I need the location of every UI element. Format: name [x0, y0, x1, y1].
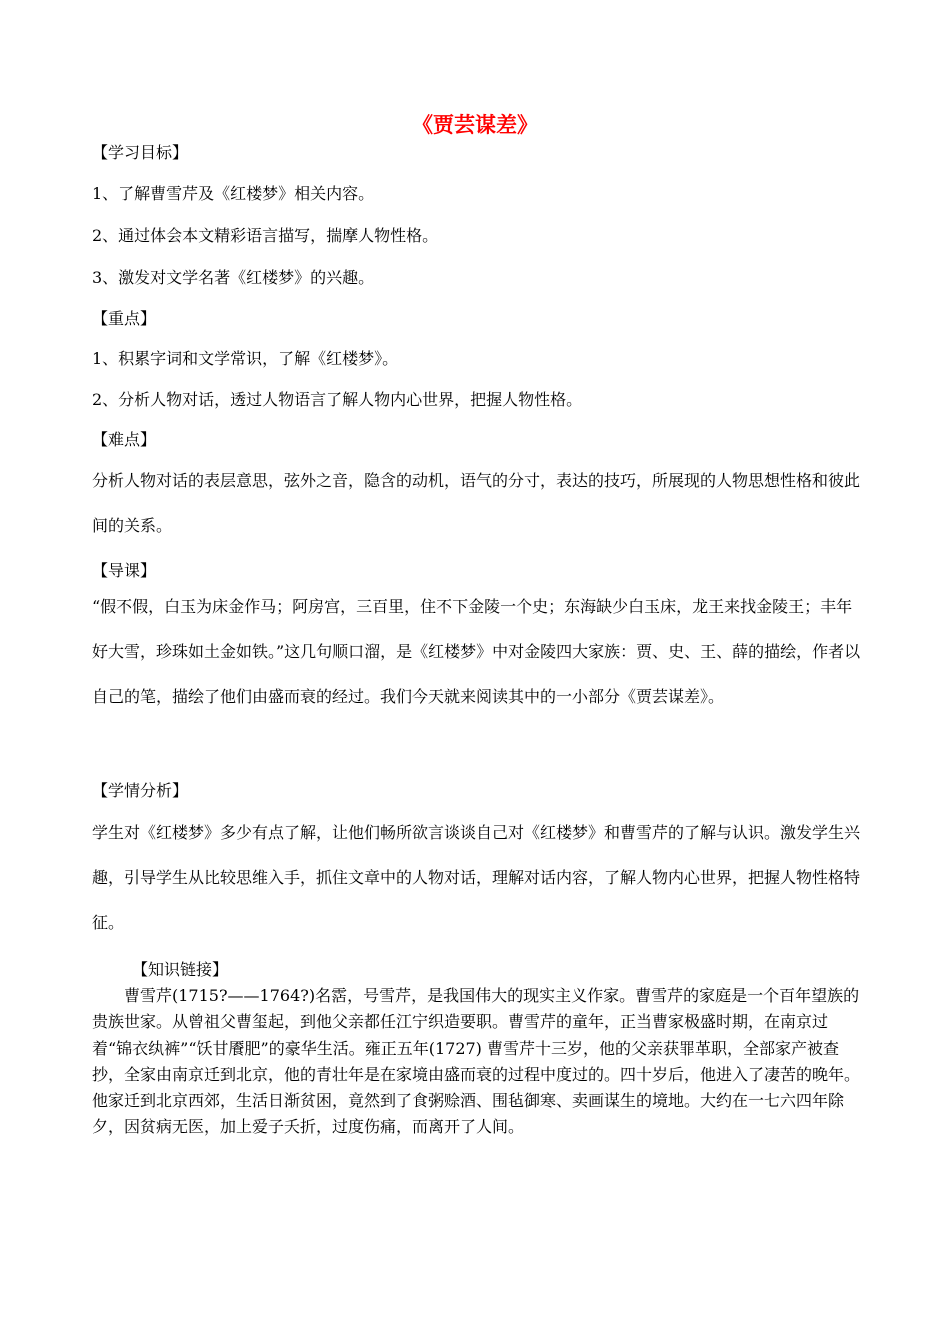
objective-item-2: 2、通过体会本文精彩语言描写，揣摩人物性格。: [92, 226, 439, 245]
key-point-item-1: 1、积累字词和文学常识，了解《红楼梦》。: [92, 349, 399, 368]
difficulties-text: 分析人物对话的表层意思，弦外之音，隐含的动机，语气的分寸，表达的技巧，所展现的人物思想性格和彼此间的关系。: [92, 471, 861, 535]
difficulties-heading: 【难点】: [92, 430, 157, 449]
knowledge-text: 曹雪芹(1715?——1764?)名霑，号雪芹，是我国伟大的现实主义作家。曹雪芹的家庭是一个百年望族的贵族世家。从曾祖父曹玺起，到他父亲都任江宁织造要职。曹雪芹的童年，正当曹家极盛时期，在南京过着“锦衣纨裤”“饫甘餍肥”的豪华生活。雍正五年(1727) 曹雪芹十三岁，他的父亲获罪革职，全部家产被查抄，全家由南京迁到北京，他的青壮年是在家境由盛而衰的过程中度过的。四十岁后，他进入了凄苦的晚年。他家迁到北京西郊，生活日渐贫困，竟然到了食粥赊酒、围毡御寒、卖画谋生的境地。大约在一七六四年除夕，因贫病无医，加上爱子夭折，过度伤痛，而离开了人间。: [92, 986, 861, 1137]
intro-heading: 【导课】: [92, 561, 157, 580]
document-title: 《贾芸谋差》: [412, 112, 538, 137]
analysis-heading: 【学情分析】: [92, 781, 189, 800]
objective-item-3: 3、激发对文学名著《红楼梦》的兴趣。: [92, 268, 375, 287]
key-points-heading: 【重点】: [92, 309, 157, 328]
objective-item-1: 1、了解曹雪芹及《红楼梦》相关内容。: [92, 184, 375, 203]
knowledge-heading: 【知识链接】: [132, 960, 229, 979]
key-point-item-2: 2、分析人物对话，透过人物语言了解人物内心世界，把握人物性格。: [92, 390, 583, 409]
objectives-heading: 【学习目标】: [92, 143, 189, 162]
intro-text: “假不假，白玉为床金作马；阿房宫，三百里，住不下金陵一个史；东海缺少白玉床，龙王来找金陵王；丰年好大雪，珍珠如土金如铁。”这几句顺口溜，是《红楼梦》中对金陵四大家族：贾、史、王、薛的描绘，作者以自己的笔，描绘了他们由盛而衰的经过。我们今天就来阅读其中的一小部分《贾芸谋差》。: [92, 597, 861, 706]
analysis-text: 学生对《红楼梦》多少有点了解，让他们畅所欲言谈谈自己对《红楼梦》和曹雪芹的了解与认识。激发学生兴趣，引导学生从比较思维入手，抓住文章中的人物对话，理解对话内容，了解人物内心世界，把握人物性格特征。: [92, 823, 861, 932]
